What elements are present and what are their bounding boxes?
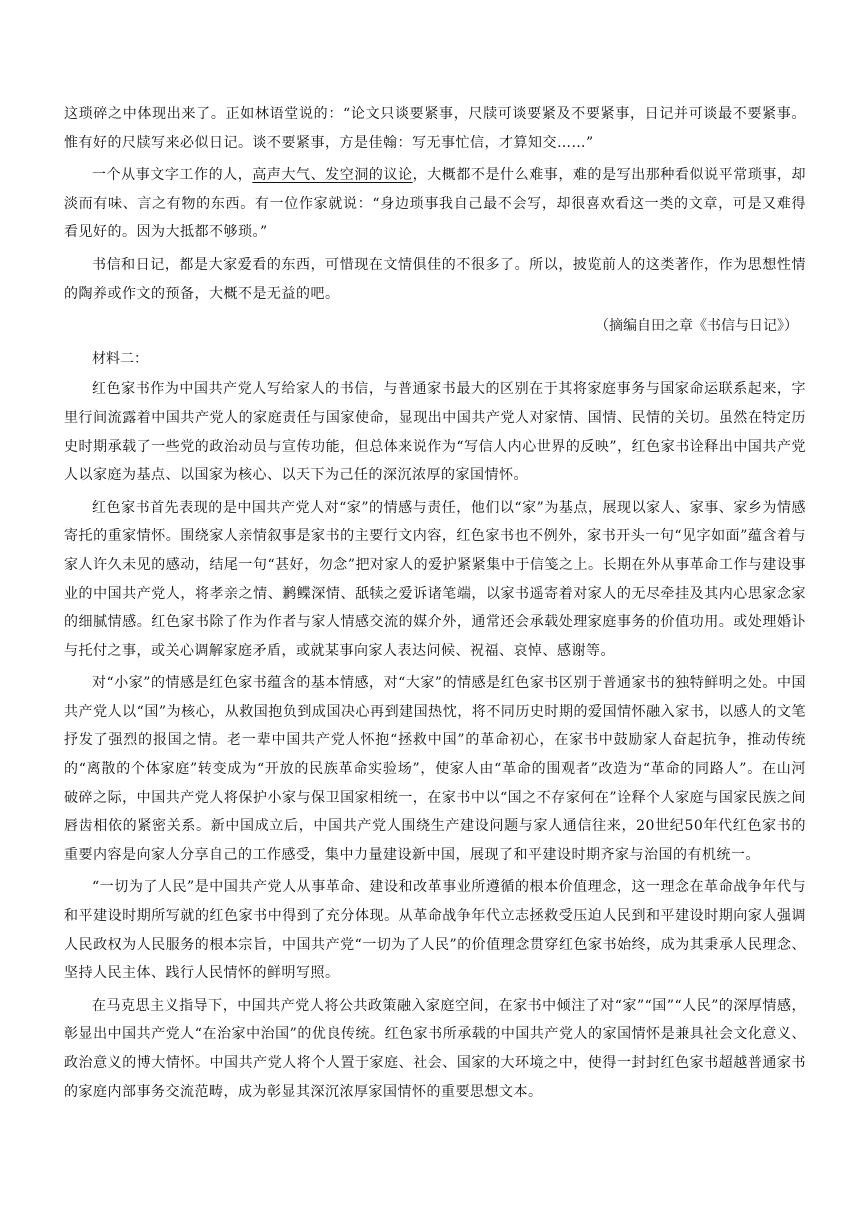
material2-paragraph-4: “一切为了人民”是中国共产党人从事革命、建设和改革事业所遵循的根本价值理念，这一理念在革命战争年代与和平建设时期所写就的红色家书中得到了充分体现。从革命战争年代立志拯救受压迫人民到和平建设时期向家人强调人民政权为人民服务的根本宗旨，中国共产党“一切为了人民”的价值理念贯穿红色家书始终，成为其秉承人民理念、坚持人民主体、践行人民情怀的鲜明写照。	[64, 879, 806, 982]
material1-paragraph-3: 书信和日记，都是大家爱看的东西，可惜现在文情俱佳的不很多了。所以，披览前人的这类著作，作为思想性情的陶养或作文的预备，大概不是无益的吧。	[64, 256, 806, 302]
material1-paragraph-1: 这琐碎之中体现出来了。正如林语堂说的：“论文只谈要紧事，尺牍可谈要紧及不要紧事，日记并可谈最不要紧事。惟有好的尺牍写来必似日记。谈不要紧事，方是佳翰：写无事忙信，才算知交……”	[64, 106, 806, 151]
material1-source: （摘编自田之章《书信与日记》）	[595, 318, 798, 335]
material2-paragraph-3: 对“小家”的情感是红色家书蕴含的基本情感，对“大家”的情感是红色家书区别于普通家书的独特鲜明之处。中国共产党人以“国”为核心，从救国抱负到成国决心再到建国热忱，将不同历史时期的爱国情怀融入家书，以感人的文笔抒发了强烈的报国之情。老一辈中国共产党人怀抱“拯救中国”的革命初心，在家书中鼓励家人奋起抗争，推动传统的“离散的个体家庭”转变成为“开放的民族革命实验场”，使家人由“革命的围观者”改造为“革命的同路人”。在山河破碎之际，中国共产党人将保护小家与保卫国家相统一，在家书中以“国之不存家何在”诠释个人家庭与国家民族之间唇齿相依的紧密关系。新中国成立后，中国共产党人围绕生产建设问题与家人通信往来，20世纪50年代红色家书的重要内容是向家人分享自己的工作感受，集中力量建设新中国，展现了和平建设时期齐家与治国的有机统一。	[64, 675, 806, 863]
material2-label: 材料二：	[92, 350, 148, 367]
material1-paragraph-2	[64, 161, 806, 247]
material2-paragraph-2: 红色家书首先表现的是中国共产党人对“家”的情感与责任，他们以“家”为基点，展现以家人、家事、家乡为情感寄托的重家情怀。围绕家人亲情叙事是家书的主要行文内容，红色家书也不例外，家书开头一句“见字如面”蕴含着与家人许久未见的感动，结尾一句“甚好，勿念”把对家人的爱护紧紧集中于信笺之上。长期在外从事革命工作与建设事业的中国共产党人，将孝亲之情、鹣鲽深情、舐犊之爱诉诸笔端，以家书遥寄着对家人的无尽牵挂及其内心思家念家的细腻情感。红色家书除了作为作者与家人情感交流的媒介外，通常还会承载处理家庭事务的价值功用。或处理婚讣与托付之事，或关心调解家庭矛盾，或就某事向家人表达问候、祝福、哀悼、感谢等。	[64, 499, 806, 659]
underlined-phrase: 高声大气、发空洞的议论	[252, 167, 413, 184]
document-page	[64, 100, 806, 1110]
material2-paragraph-5: 在马克思主义指导下，中国共产党人将公共政策融入家庭空间，在家书中倾注了对“家”“国”“人民”的深厚情感，彰显出中国共产党人“在治家中治国”的优良传统。红色家书所承载的中国共产党人的家国情怀是兼具社会文化意义、政治意义的博大情怀。中国共产党人将个人置于家庭、社会、国家的大环境之中，使得一封封红色家书超越普通家书的家庭内部事务交流范畴，成为彰显其深沉浓厚家国情怀的重要思想文本。	[64, 997, 806, 1100]
paragraph-2-lead: 一个从事文字工作的人，	[92, 167, 253, 184]
paragraph-2-rest: ，大概都不是什么难事，难的是写出那种看似说平常琐事，却淡而有味、言之有物的东西。有一位作家就说：“身边琐事我自己最不会写，却很喜欢看这一类的文章，可是又难得看见好的。因为大抵都不够琐。”	[64, 167, 807, 241]
material2-paragraph-1: 红色家书作为中国共产党人写给家人的书信，与普通家书最大的区别在于其将家庭事务与国家命运联系起来，字里行间流露着中国共产党人的家庭责任与国家使命，显现出中国共产党人对家情、国情、民情的关切。虽然在特定历史时期承载了一些党的政治动员与宣传功能，但总体来说作为“写信人内心世界的反映”，红色家书诠释出中国共产党人以家庭为基点、以国家为核心、以天下为己任的深沉浓厚的家国情怀。	[64, 381, 806, 484]
